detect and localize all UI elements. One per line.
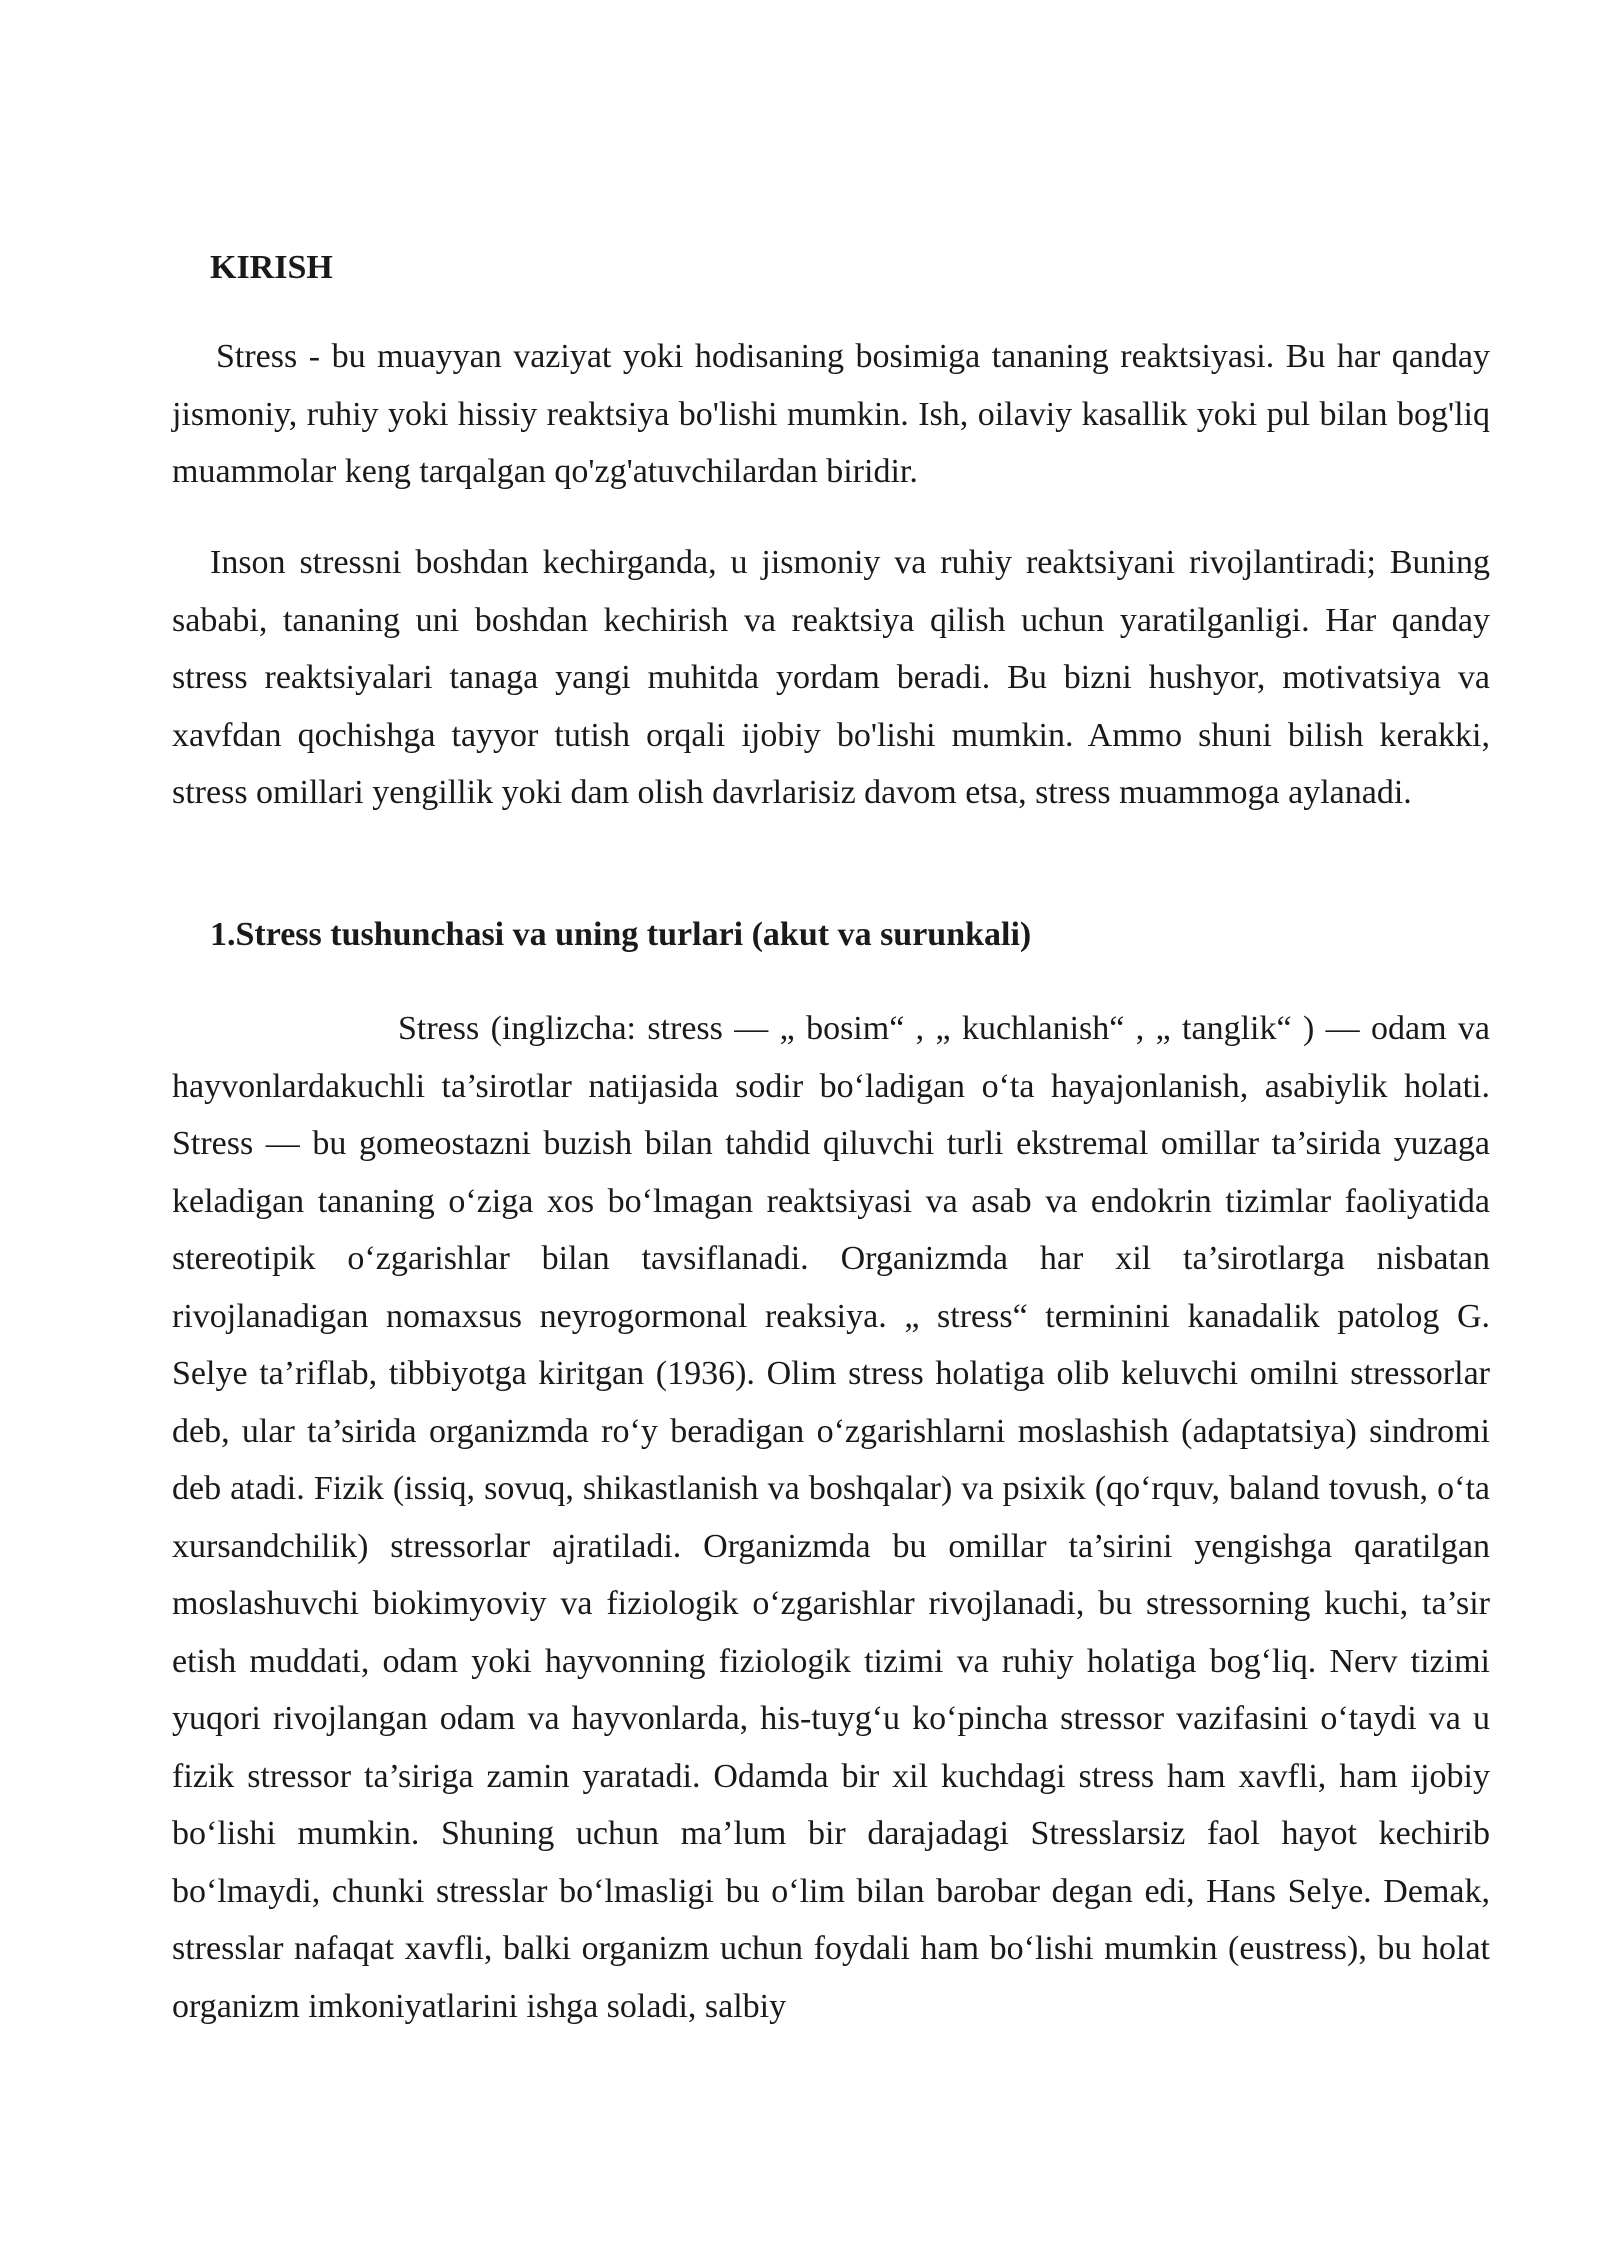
heading-kirish: KIRISH	[210, 249, 333, 286]
paragraph-stress-reaction: Inson stressni boshdan kechirganda, u jismoniy va ruhiy reaktsiyani rivojlantiradi; Buning sababi, tananing uni boshdan kechirish va reaktsiya qilish uchun yaratilganligi. Har qanday stress reaktsiyalari tanaga yangi muhitda yordam beradi. Bu bizni hushyor, motivatsiya va xavfdan qochishga tayyor tutish orqali ijobiy bo'lishi mumkin. Ammo shuni bilish kerakki, stress omillari yengillik yoki dam olish davrlarisiz davom etsa, stress muammoga aylanadi.	[172, 544, 1490, 811]
heading-section-1: 1.Stress tushunchasi va uning turlari (akut va surunkali)	[210, 916, 1032, 953]
paragraph-stress-definition: Stress - bu muayyan vaziyat yoki hodisaning bosimiga tananing reaktsiyasi. Bu har qanday jismoniy, ruhiy yoki hissiy reaktsiya bo'lishi mumkin. Ish, oilaviy kasallik yoki pul bilan bog'liq muammolar keng tarqalgan qo'zg'atuvchilardan biridir.	[172, 338, 1490, 490]
paragraph-stress-concept: Stress (inglizcha: stress — „ bosim“ , „ kuchlanish“ , „ tanglik“ ) — odam va hayvonlardakuchli ta’sirotlar natijasida sodir bo‘ladigan o‘ta hayajonlanish, asabiylik holati. Stress — bu gomeostazni buzish bilan tahdid qiluvchi turli ekstremal omillar ta’sirida yuzaga keladigan tananing o‘ziga xos bo‘lmagan reaktsiyasi va asab va endokrin tizimlar faoliyatida stereotipik o‘zgarishlar bilan tavsiflanadi. Organizmda har xil ta’sirotlarga nisbatan rivojlanadigan nomaxsus neyrogormonal reaksiya. „ stress“ terminini kanadalik patolog G. Selye ta’riflab, tibbiyotga kiritgan (1936). Olim stress holatiga olib keluvchi omilni stressorlar deb, ular ta’sirida organizmda ro‘y beradigan o‘zgarishlarni moslashish (adaptatsiya) sindromi deb atadi. Fizik (issiq, sovuq, shikastlanish va boshqalar) va psixik (qo‘rquv, baland tovush, o‘ta xursandchilik) stressorlar ajratiladi. Organizmda bu omillar ta’sirini yengishga qaratilgan moslashuvchi biokimyoviy va fiziologik o‘zgarishlar rivojlanadi, bu stressorning kuchi, ta’sir etish muddati, odam yoki hayvonning fiziologik tizimi va ruhiy holatiga bog‘liq. Nerv tizimi yuqori rivojlangan odam va hayvonlarda, his-tuyg‘u ko‘pincha stressor vazifasini o‘taydi va u fizik stressor ta’siriga zamin yaratadi. Odamda bir xil kuchdagi stress ham xavfli, ham ijobiy bo‘lishi mumkin. Shuning uchun ma’lum bir darajadagi Stresslarsiz faol hayot kechirib bo‘lmaydi, chunki stresslar bo‘lmasligi bu o‘lim bilan barobar degan edi, Hans Selye. Demak, stresslar nafaqat xavfli, balki organizm uchun foydali ham bo‘lishi mumkin (eustress), bu holat organizm imkoniyatlarini ishga soladi, salbiy	[172, 1010, 1490, 2025]
